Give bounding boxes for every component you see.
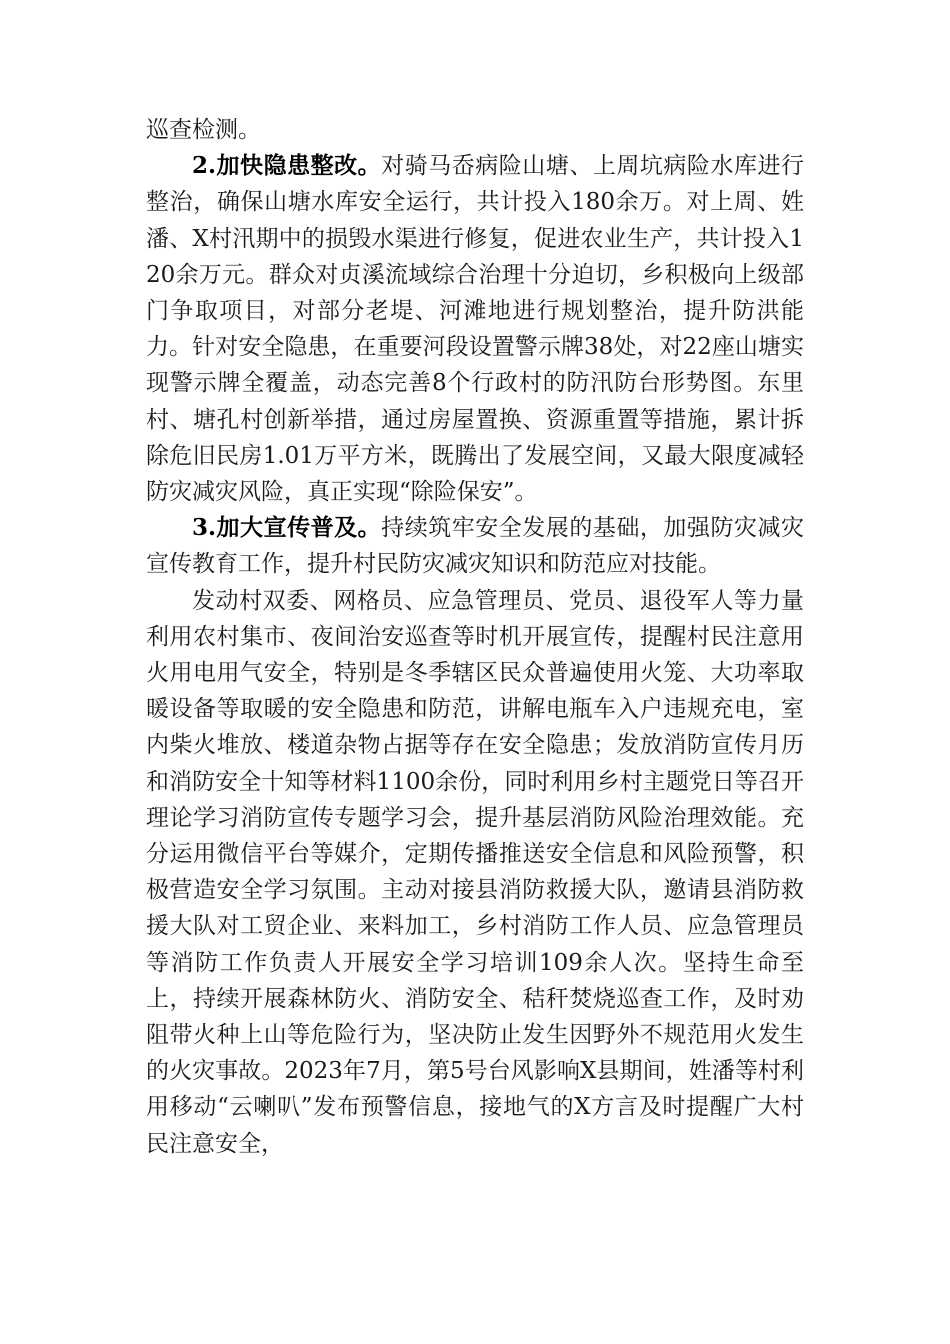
paragraph-hazard-rectification [146, 148, 804, 510]
document-body [146, 112, 804, 1162]
section-heading-hazard-rectification: 2.加快隐患整改。 [192, 152, 382, 180]
paragraph-continuation: 巡查检测。 [146, 117, 261, 143]
paragraph-text: 对骑马岙病险山塘、上周坑病险水库进行整治，确保山塘水库安全运行，共计投入180余万。对上周、姓潘、X村汛期中的损毁水渠进行修复，促进农业生产，共计投入120余万元。群众对贞溪流域综合治理十分迫切，乡积极向上级部门争取项目，对部分老堤、河滩地进行规划整治，提升防洪能力。针对安全隐患，在重要河段设置警示牌38处，对22座山塘实现警示牌全覆盖，动态完善8个行政村的防汛防台形势图。东里村、塘孔村创新举措，通过房屋置换、资源重置等措施，累计拆除危旧民房1.01万平方米，既腾出了发展空间，又最大限度减轻防灾减灾风险，真正实现“除险保安”。 [146, 153, 805, 506]
paragraph-mobilization: 发动村双委、网格员、应急管理员、党员、退役军人等力量利用农村集市、夜间治安巡查等时机开展宣传，提醒村民注意用火用电用气安全，特别是冬季辖区民众普遍使用火笼、大功率取暖设备等取暖的安全隐患和防范，讲解电瓶车入户违规充电，室内柴火堆放、楼道杂物占据等存在安全隐患；发放消防宣传月历和消防安全十知等材料1100余份，同时利用乡村主题党日等召开理论学习消防宣传专题学习会，提升基层消防风险治理效能。充分运用微信平台等媒介，定期传播推送安全信息和风险预警，积极营造安全学习氛围。主动对接县消防救援大队，邀请县消防救援大队对工贸企业、来料加工，乡村消防工作人员、应急管理员等消防工作负责人开展安全学习培训109余人次。坚持生命至上，持续开展森林防火、消防安全、秸秆焚烧巡查工作，及时劝阻带火种上山等危险行为，坚决防止发生因野外不规范用火发生的火灾事故。2023年7月，第5号台风影响X县期间，姓潘等村利用移动“云喇叭”发布预警信息，接地气的X方言及时提醒广大村民注意安全， [146, 587, 804, 1157]
paragraph-text: 持续筑牢安全发展的基础，加强防灾减灾宣传教育工作，提升村民防灾减灾知识和防范应对技能。 [146, 515, 805, 578]
paragraph-publicity [146, 510, 804, 582]
section-heading-publicity: 3.加大宣传普及。 [192, 514, 382, 542]
